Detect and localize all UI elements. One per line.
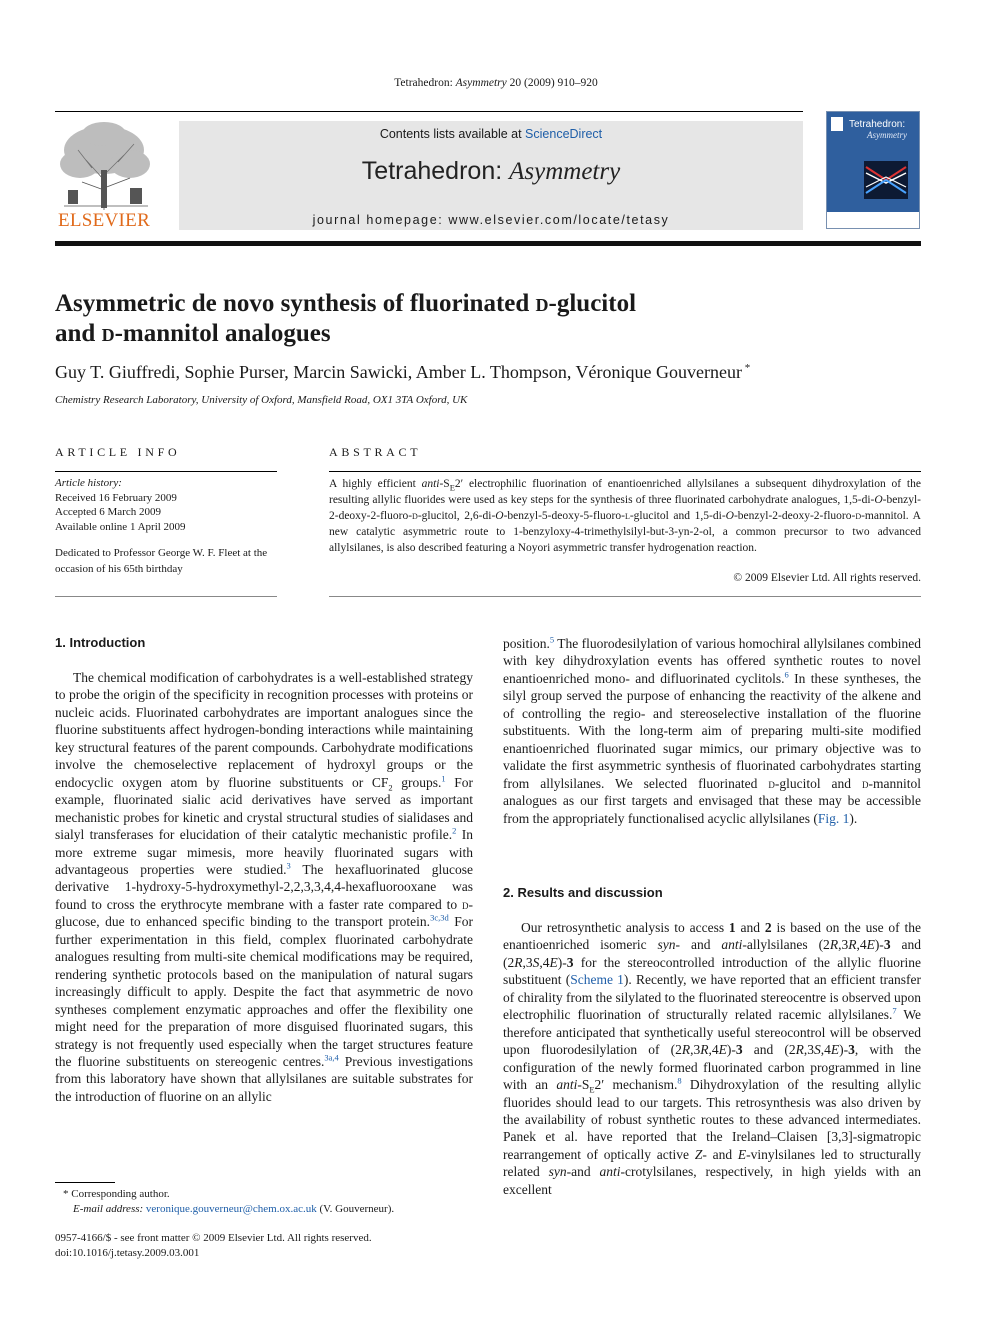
article-info-rule	[55, 471, 277, 472]
journal-name: Tetrahedron: Asymmetry	[361, 157, 621, 185]
ref-link[interactable]: 1	[441, 773, 446, 784]
journal-cover-image	[826, 111, 920, 229]
online-date: Available online 1 April 2009	[55, 520, 186, 533]
section-heading-results: 2. Results and discussion	[503, 885, 663, 900]
ref-link[interactable]: 2	[452, 825, 457, 836]
scheme-link[interactable]: Scheme 1	[570, 972, 624, 988]
journal-citation: Tetrahedron: Asymmetry 20 (2009) 910–920	[394, 77, 598, 89]
header-thick-rule	[55, 241, 921, 246]
introduction-continued: position.$^5$ The fluorodesilylation of various homochiral allylsilanes combined with key dihydroxylation events has offered synthetic routes to novel enantioenriched mono- and difluorinated cyclitols.$^6$ In these syntheses, the silyl group served the purpose of enhancing the reactivity of the alkene and of controlling the regio- and stereoselective installation of the fluorine substituents. With the long-term aim of preparing multi-site modified enantioenriched fluorinated sugar mimics, our primary objective was to validate the first asymmetric synthesis of fluorinated carbohydrates starting from allylsilanes. We selected fluorinated d-glucitol and d-mannitol analogues as our first targets and envisaged that these may be accessible from the appropriately functionalised acyclic allylsilanes (Fig. 1).	[503, 634, 922, 826]
article-history: Article history: Received 16 February 2009 Accepted 6 March 2009 Available online 1 April 2009	[55, 476, 277, 534]
cover-subtitle: Asymmetry	[867, 130, 907, 140]
cover-footer	[827, 212, 919, 228]
journal-banner	[179, 121, 803, 230]
issn-line: 0957-4166/$ - see front matter © 2009 Elsevier Ltd. All rights reserved.	[55, 1232, 372, 1244]
elsevier-tree-logo	[52, 120, 156, 232]
accepted-date: Accepted 6 March 2009	[55, 506, 161, 519]
abstract-text: A highly efficient anti-$S_E2'$ electrophilic fluorination of enantioenriched allylsilanes a subsequent dihydroxylation of the resulting allylic fluorides were used as key steps for the synthesis of three fluorinated carbohydrate analogues, 1,5-di-O-benzyl-2-deoxy-2-fluoro-d-glucitol, 2,6-di-O-benzyl-5-deoxy-5-fluoro-l-glucitol and 1,5-di-O-benzyl-2-deoxy-2-fluoro-d-mannitol. A new catalytic asymmetric route to 1-benzyloxy-4-trimethylsilyl-but-3-yn-2-ol, a common precursor to two advanced allylsilanes, is also described featuring a Noyori asymmetric transfer hydrogenation reaction.	[329, 478, 921, 554]
ref-link[interactable]: 6	[784, 669, 789, 680]
contents-line: Contents lists available at ScienceDirect	[379, 127, 603, 141]
article-title: Asymmetric de novo synthesis of fluorinated d-glucitol and d-mannitol analogues	[55, 290, 637, 347]
corresponding-author-mark[interactable]: *	[742, 362, 751, 374]
affiliation: Chemistry Research Laboratory, University of Oxford, Mansfield Road, OX1 3TA Oxford, UK	[55, 394, 468, 406]
dedication: Dedicated to Professor George W. F. Fleet at the occasion of his 65th birthday	[55, 547, 268, 575]
doi-line[interactable]: doi:10.1016/j.tetasy.2009.03.001	[55, 1246, 200, 1259]
ref-link[interactable]: 3a,4	[324, 1052, 339, 1063]
cover-logo-icon	[831, 117, 843, 131]
elsevier-wordmark: ELSEVIER	[57, 210, 151, 231]
cover-artwork	[864, 161, 908, 199]
journal-homepage[interactable]: journal homepage: www.elsevier.com/locate/tetasy	[312, 213, 670, 227]
ref-link[interactable]: 7	[892, 1005, 897, 1016]
figure-link[interactable]: Fig. 1	[817, 810, 850, 826]
article-info-bottom-rule	[55, 596, 277, 597]
received-date: Received 16 February 2009	[55, 491, 177, 504]
ref-link[interactable]: 3	[286, 860, 291, 871]
results-paragraph: Our retrosynthetic analysis to access 1 and 2 is based on the use of the enantioenriched isomeric syn- and anti-allylsilanes (2R,3R,4E)-3 and (2R,3S,4E)-3 for the stereocontrolled introduction of the allylic fluorine substituent (Scheme 1). Recently, we have reported that an efficient transfer of chirality from the silylated to the fluorinated stereocentre is observed upon electrophilic fluorination of structurally related racemic allylsilanes.$^7$ We therefore anticipated that synthetically useful stereocontrol will be observed upon fluorodesilylation of (2R,3R,4E)-3 and (2R,3S,4E)-3, with the configuration of the newly formed fluorinated carbon programmed in line with an anti-$S_E2'$ mechanism.$^8$ Dihydroxylation of the resulting allylic fluorides should lead to our targets. This retrosynthesis was also driven by the availability of robust synthetic routes to these advanced intermediates. Panek et al. have reported that the Ireland–Claisen [3,3]-sigmatropic rearrangement of optically active Z- and E-vinylsilanes led to structurally related syn-and anti-crotylsilanes, respectively, in high yields with an excellent	[503, 920, 921, 1197]
abstract-heading: ABSTRACT	[329, 445, 422, 459]
header-rule	[55, 111, 803, 112]
footnote-rule	[55, 1182, 115, 1183]
abstract-rule	[329, 471, 921, 472]
sciencedirect-link[interactable]: ScienceDirect	[525, 127, 603, 141]
abstract-copyright: © 2009 Elsevier Ltd. All rights reserved.	[733, 572, 921, 584]
ref-link[interactable]: 8	[677, 1075, 682, 1086]
abstract-bottom-rule	[329, 596, 921, 597]
author-list: Guy T. Giuffredi, Sophie Purser, Marcin Sawicki, Amber L. Thompson, Véronique Gouverneur *	[55, 362, 751, 382]
ref-link[interactable]: 5	[549, 634, 555, 645]
footnote: * Corresponding author. E-mail address: veronique.gouverneur@chem.ox.ac.uk (V. Gouverneur).	[63, 1188, 395, 1215]
author-email-link[interactable]: veronique.gouverneur@chem.ox.ac.uk	[145, 1202, 317, 1215]
introduction-paragraph: The chemical modification of carbohydrates is a well-established strategy to probe the origin of the specificity in recognition processes with proteins or nucleic acids. Fluorinated carbohydrates are important analogues since the fluorine substituents affect hydrogen-bonding interactions while maintaining key structural features of the parent compounds. Carbohydrate modifications involve the chemoselective replacement of hydroxyl groups or the endocyclic oxygen atom by fluorine substituents or $CF_2$ groups.$^1$ For example, fluorinated sialic acid derivatives have served as important mechanistic probes for kinetic and crystal structural studies of sialidases and sialyl transferases for elucidation of their catalytic mechanistic profile.$^2$ In more extreme sugar mimesis, more heavily fluorinated sugars with advantageous properties were studied.$^3$ The hexafluorinated glucose derivative 1-hydroxy-5-hydroxymethyl-2,2,3,3,4,4-hexafluorooxane was found to cross the erythrocyte membrane with a faster rate compared to d-glucose, due to enhanced specific binding to the transport protein.$^{3c,3d}$ For further experimentation in this field, complex fluorinated carbohydrate analogues resulting from multi-site chemical modifications may be required, rendering synthetic protocols based on the manipulation of natural sugars increasingly difficult to apply. Despite the fact that asymmetric de novo syntheses complement enzymatic approaches and offer the flexibility one might need for the preparation of more disguised fluorinated sugars, this strategy is not frequently used especially when the target structures feature the fluorine substituents on stereogenic centres.$^{3a,4}$ Previous investigations from this laboratory have shown that allylsilanes are suitable substrates for the introduction of fluorine on an allylic	[55, 670, 474, 1104]
section-heading-introduction: 1. Introduction	[55, 635, 146, 650]
tree-icon	[52, 120, 156, 212]
cover-title: Tetrahedron:	[849, 119, 906, 130]
front-matter-info	[55, 1231, 473, 1260]
article-info-heading: ARTICLE INFO	[55, 445, 181, 459]
ref-link[interactable]: 3c,3d	[430, 912, 449, 923]
